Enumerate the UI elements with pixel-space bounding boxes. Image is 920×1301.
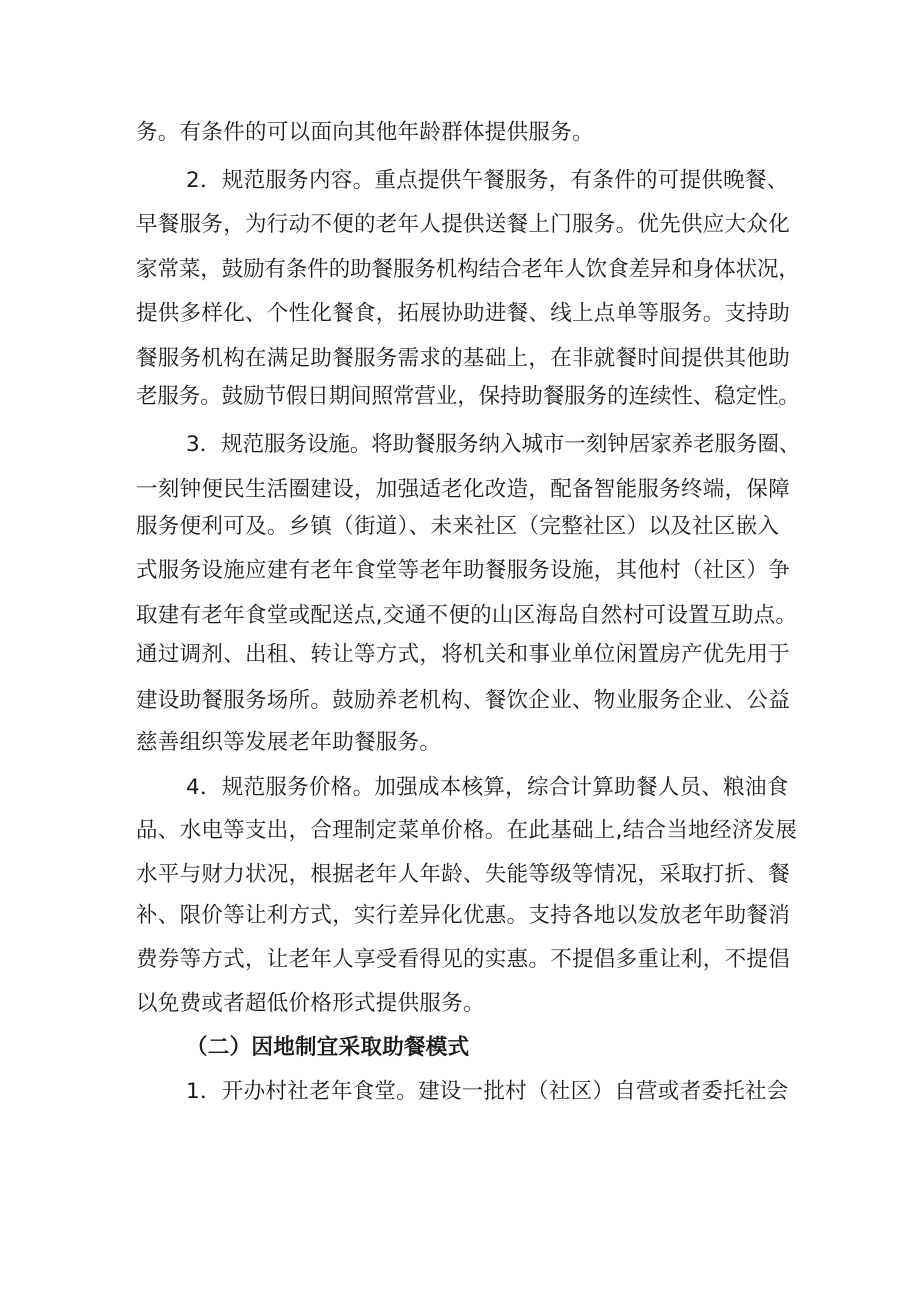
text-line: 老服务。鼓励节假日期间照常营业，保持助餐服务的连续性、稳定性。 — [136, 384, 800, 409]
text-line: 费券等方式，让老年人享受看得见的实惠。不提倡多重让利，不提倡 — [136, 947, 791, 972]
text-line: 务。有条件的可以面向其他年龄群体提供服务。 — [136, 120, 594, 145]
text-line: 一刻钟便民生活圈建设，加强适老化改造，配备智能服务终端，保障 — [136, 477, 791, 502]
text-line: 家常菜，鼓励有条件的助餐服务机构结合老年人饮食差异和身体状况， — [136, 257, 800, 282]
text-line: 式服务设施应建有老年食堂等老年助餐服务设施，其他村（社区）争 — [136, 558, 791, 583]
text-line: 取建有老年食堂或配送点,交通不便的山区海岛自然村可设置互助点。 — [136, 603, 798, 628]
text-line: 4．规范服务价格。加强成本核算，综合计算助餐人员、粮油食 — [186, 775, 789, 800]
text-line: 餐服务机构在满足助餐服务需求的基础上，在非就餐时间提供其他助 — [136, 346, 791, 371]
text-line: 服务便利可及。乡镇（街道）、未来社区（完整社区）以及社区嵌入 — [136, 514, 780, 539]
text-line: 以免费或者超低价格形式提供服务。 — [136, 991, 485, 1016]
section-heading: （二）因地制宜采取助餐模式 — [186, 1035, 470, 1060]
text-line: 早餐服务，为行动不便的老年人提供送餐上门服务。优先供应大众化 — [136, 212, 791, 237]
text-line: 通过调剂、出租、转让等方式，将机关和事业单位闲置房产优先用于 — [136, 642, 791, 667]
text-line: 2．规范服务内容。重点提供午餐服务，有条件的可提供晚餐、 — [186, 168, 789, 193]
text-line: 补、限价等让利方式，实行差异化优惠。支持各地以发放老年助餐消 — [136, 903, 791, 928]
text-line: 建设助餐服务场所。鼓励养老机构、餐饮企业、物业服务企业、公益 — [136, 688, 791, 713]
text-line: 提供多样化、个性化餐食，拓展协助进餐、线上点单等服务。支持助 — [136, 301, 791, 326]
text-line: 3．规范服务设施。将助餐服务纳入城市一刻钟居家养老服务圈、 — [186, 432, 801, 457]
text-line: 慈善组织等发展老年助餐服务。 — [136, 730, 442, 755]
text-line: 水平与财力状况，根据老年人年龄、失能等级等情况，采取打折、餐 — [136, 862, 791, 887]
text-line: 1．开办村社老年食堂。建设一批村（社区）自营或者委托社会 — [186, 1079, 789, 1104]
text-line: 品、水电等支出，合理制定菜单价格。在此基础上,结合当地经济发展 — [136, 818, 798, 843]
